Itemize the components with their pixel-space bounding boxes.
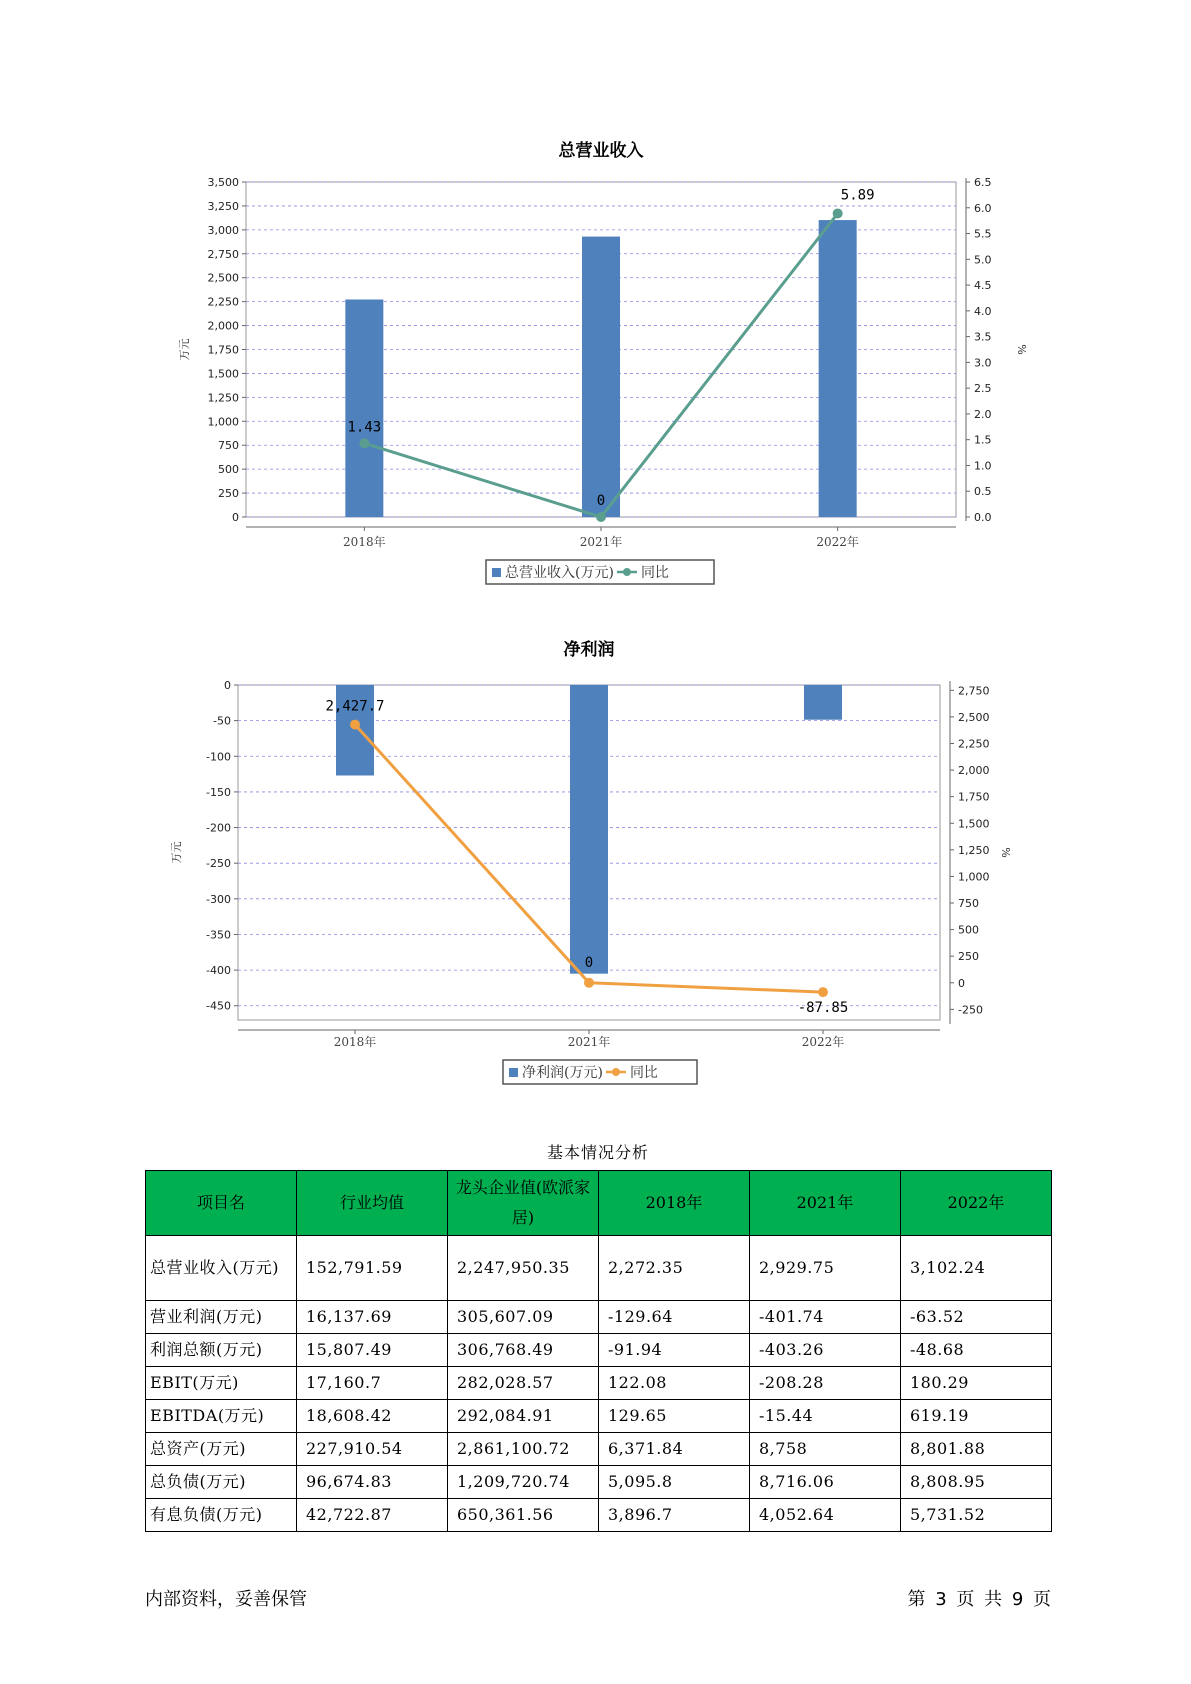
y-tick-label: 1,000 — [207, 415, 239, 429]
table-cell: 305,607.09 — [448, 1301, 599, 1334]
table-cell: -63.52 — [901, 1301, 1052, 1334]
revenue-chart-svg — [0, 130, 1191, 600]
table-cell: 42,722.87 — [297, 1499, 448, 1532]
y-right-tick-label: 2.5 — [974, 382, 992, 396]
table-cell: 营业利润(万元) — [146, 1301, 297, 1334]
table-cell: -91.94 — [599, 1334, 750, 1367]
y-right-tick-label: 0.0 — [974, 511, 992, 524]
y-right-tick-label: 3.0 — [974, 356, 992, 370]
table-cell: -208.28 — [750, 1367, 901, 1400]
y-tick-label: -150 — [206, 785, 231, 799]
table-row — [146, 1367, 1052, 1400]
y-tick-label: 2,500 — [207, 271, 239, 285]
y-tick-label: 250 — [218, 487, 239, 501]
table-cell: 17,160.7 — [297, 1367, 448, 1400]
y-right-tick-label: 3.5 — [974, 330, 992, 344]
x-tick-label: 2022年 — [801, 1035, 845, 1049]
table-cell: 129.65 — [599, 1400, 750, 1433]
header-2021: 2021年 — [750, 1171, 901, 1236]
table-cell: 2,929.75 — [750, 1236, 901, 1301]
table-cell: 总负债(万元) — [146, 1466, 297, 1499]
table-cell: 18,608.42 — [297, 1400, 448, 1433]
y-right-tick-label: 2,500 — [958, 710, 990, 724]
x-tick-label: 2018年 — [343, 535, 386, 549]
bar-2021年 — [582, 237, 620, 517]
table-row — [146, 1334, 1052, 1367]
y-right-tick-label: 2,000 — [958, 764, 990, 778]
table-cell: 180.29 — [901, 1367, 1052, 1400]
table-row — [146, 1433, 1052, 1466]
table-cell: 8,758 — [750, 1433, 901, 1466]
table-cell: 152,791.59 — [297, 1236, 448, 1301]
table-cell: 282,028.57 — [448, 1367, 599, 1400]
table-caption: 基本情况分析 — [546, 1143, 649, 1162]
header-2018: 2018年 — [599, 1171, 750, 1236]
table-cell: 8,808.95 — [901, 1466, 1052, 1499]
y-tick-label: -350 — [206, 928, 231, 942]
y-tick-label: 3,250 — [207, 199, 239, 213]
yoy-point — [818, 987, 828, 997]
table-cell: -403.26 — [750, 1334, 901, 1367]
table-cell: -129.64 — [599, 1301, 750, 1334]
yoy-data-label: 0 — [584, 954, 594, 971]
table-cell: 5,095.8 — [599, 1466, 750, 1499]
revenue-chart — [0, 130, 1191, 600]
y-right-tick-label: 6.5 — [974, 176, 992, 189]
y-right-tick-label: 1.0 — [974, 459, 992, 473]
y-right-tick-label: 4.5 — [974, 279, 992, 293]
table-cell: 总资产(万元) — [146, 1433, 297, 1466]
table-cell: 306,768.49 — [448, 1334, 599, 1367]
y-tick-label: 750 — [218, 439, 239, 453]
y-tick-label: 3,500 — [207, 176, 239, 189]
header-leader-value: 龙头企业值(欧派家居) — [448, 1171, 599, 1236]
table-cell: 122.08 — [599, 1367, 750, 1400]
y-tick-label: -50 — [213, 714, 231, 728]
y-right-tick-label: 4.0 — [974, 304, 992, 318]
table-cell: 96,674.83 — [297, 1466, 448, 1499]
table-cell: -15.44 — [750, 1400, 901, 1433]
yoy-data-label: 5.89 — [840, 187, 875, 204]
table-cell: 利润总额(万元) — [146, 1334, 297, 1367]
legend-line-label: 同比 — [640, 565, 669, 581]
table-cell: 650,361.56 — [448, 1499, 599, 1532]
header-industry-avg: 行业均值 — [297, 1171, 448, 1236]
y-axis-label: 万元 — [178, 338, 191, 361]
table-cell: EBIT(万元) — [146, 1367, 297, 1400]
net-profit-chart — [0, 630, 1191, 1100]
y-right-tick-label: 1,500 — [958, 817, 990, 831]
y-right-tick-label: 2,750 — [958, 684, 990, 698]
header-item-name: 项目名 — [146, 1171, 297, 1236]
legend-line-marker — [623, 568, 631, 576]
table-cell: 1,209,720.74 — [448, 1466, 599, 1499]
legend-bar-swatch — [509, 1068, 518, 1077]
table-cell: 3,102.24 — [901, 1236, 1052, 1301]
table-cell: 8,716.06 — [750, 1466, 901, 1499]
y-right-tick-label: 500 — [958, 923, 979, 937]
table-cell: 16,137.69 — [297, 1301, 448, 1334]
table-cell: 15,807.49 — [297, 1334, 448, 1367]
y-right-tick-label: 1,250 — [958, 843, 990, 857]
basic-analysis-table — [145, 1170, 1052, 1532]
y-tick-label: 1,750 — [207, 343, 239, 357]
yoy-data-label: 2,427.7 — [325, 698, 385, 715]
header-2022: 2022年 — [901, 1171, 1052, 1236]
table-cell: 227,910.54 — [297, 1433, 448, 1466]
y-tick-label: -300 — [206, 892, 231, 906]
yoy-data-label: 0 — [596, 493, 606, 509]
bar-2022年 — [804, 685, 842, 720]
table-row — [146, 1499, 1052, 1532]
y-tick-label: -100 — [206, 750, 231, 764]
yoy-point — [833, 208, 843, 218]
y-tick-label: 2,000 — [207, 319, 239, 333]
table-cell: 2,247,950.35 — [448, 1236, 599, 1301]
y-right-tick-label: 750 — [958, 897, 979, 911]
y-right-tick-label: 0 — [958, 976, 965, 990]
chart-title: 净利润 — [563, 640, 615, 660]
y-axis-label: 万元 — [170, 841, 183, 864]
bar-2022年 — [819, 220, 857, 517]
table-cell: -401.74 — [750, 1301, 901, 1334]
y-right-axis-label: % — [999, 847, 1012, 858]
table-cell: 5,731.52 — [901, 1499, 1052, 1532]
table-cell: 总营业收入(万元) — [146, 1236, 297, 1301]
table-row — [146, 1236, 1052, 1301]
legend-bar-label: 净利润(万元) — [522, 1065, 603, 1081]
y-right-tick-label: 1,000 — [958, 870, 990, 884]
y-tick-label: 1,500 — [207, 367, 239, 381]
y-tick-label: -400 — [206, 964, 231, 978]
x-tick-label: 2022年 — [816, 535, 859, 549]
yoy-point — [359, 438, 369, 448]
y-tick-label: 500 — [218, 463, 239, 477]
legend-line-label: 同比 — [629, 1065, 658, 1081]
y-tick-label: 2,250 — [207, 295, 239, 309]
yoy-data-label: -87.85 — [797, 1000, 849, 1017]
yoy-point — [584, 978, 594, 988]
table-cell: 3,896.7 — [599, 1499, 750, 1532]
y-right-axis-label: % — [1015, 344, 1028, 355]
table-cell: 292,084.91 — [448, 1400, 599, 1433]
y-tick-label: 0 — [232, 511, 239, 524]
y-tick-label: 0 — [224, 679, 231, 692]
y-right-tick-label: 2.0 — [974, 407, 992, 421]
table-cell: 2,861,100.72 — [448, 1433, 599, 1466]
table-cell: 8,801.88 — [901, 1433, 1052, 1466]
table-cell: 4,052.64 — [750, 1499, 901, 1532]
y-right-tick-label: 2,250 — [958, 737, 990, 751]
y-right-tick-label: 1,750 — [958, 790, 990, 804]
yoy-point — [350, 720, 360, 730]
x-tick-label: 2021年 — [579, 535, 623, 549]
y-right-tick-label: -250 — [958, 1003, 983, 1017]
legend-line-marker — [612, 1068, 620, 1076]
table-cell: 6,371.84 — [599, 1433, 750, 1466]
table-row — [146, 1301, 1052, 1334]
bar-2021年 — [570, 685, 608, 974]
y-tick-label: -200 — [206, 821, 231, 835]
y-right-tick-label: 6.0 — [974, 201, 992, 215]
y-right-tick-label: 5.5 — [974, 227, 992, 241]
x-tick-label: 2021年 — [567, 1035, 611, 1049]
y-tick-label: 2,750 — [207, 247, 239, 261]
table-cell: EBITDA(万元) — [146, 1400, 297, 1433]
y-tick-label: -250 — [206, 857, 231, 871]
legend-bar-swatch — [492, 568, 501, 577]
net-profit-chart-svg — [0, 630, 1191, 1100]
table-cell: -48.68 — [901, 1334, 1052, 1367]
y-right-tick-label: 0.5 — [974, 485, 992, 499]
table-header-row — [146, 1171, 1052, 1236]
table-cell: 有息负债(万元) — [146, 1499, 297, 1532]
footer-confidential: 内部资料，妥善保管 — [145, 1589, 307, 1610]
table-row — [146, 1466, 1052, 1499]
bar-2018年 — [345, 300, 383, 517]
y-tick-label: 1,250 — [207, 391, 239, 405]
table-cell: 2,272.35 — [599, 1236, 750, 1301]
x-tick-label: 2018年 — [333, 1035, 377, 1049]
y-right-tick-label: 1.5 — [974, 433, 992, 447]
table-row — [146, 1400, 1052, 1433]
footer-page-number: 第 3 页 共 9 页 — [907, 1589, 1051, 1610]
y-right-tick-label: 5.0 — [974, 253, 992, 267]
yoy-data-label: 1.43 — [347, 419, 382, 436]
table-cell: 619.19 — [901, 1400, 1052, 1433]
y-tick-label: 3,000 — [207, 223, 239, 237]
chart-title: 总营业收入 — [558, 141, 644, 161]
legend-bar-label: 总营业收入(万元) — [505, 565, 614, 581]
y-tick-label: -450 — [206, 999, 231, 1013]
yoy-point — [596, 512, 606, 522]
y-right-tick-label: 250 — [958, 950, 979, 964]
